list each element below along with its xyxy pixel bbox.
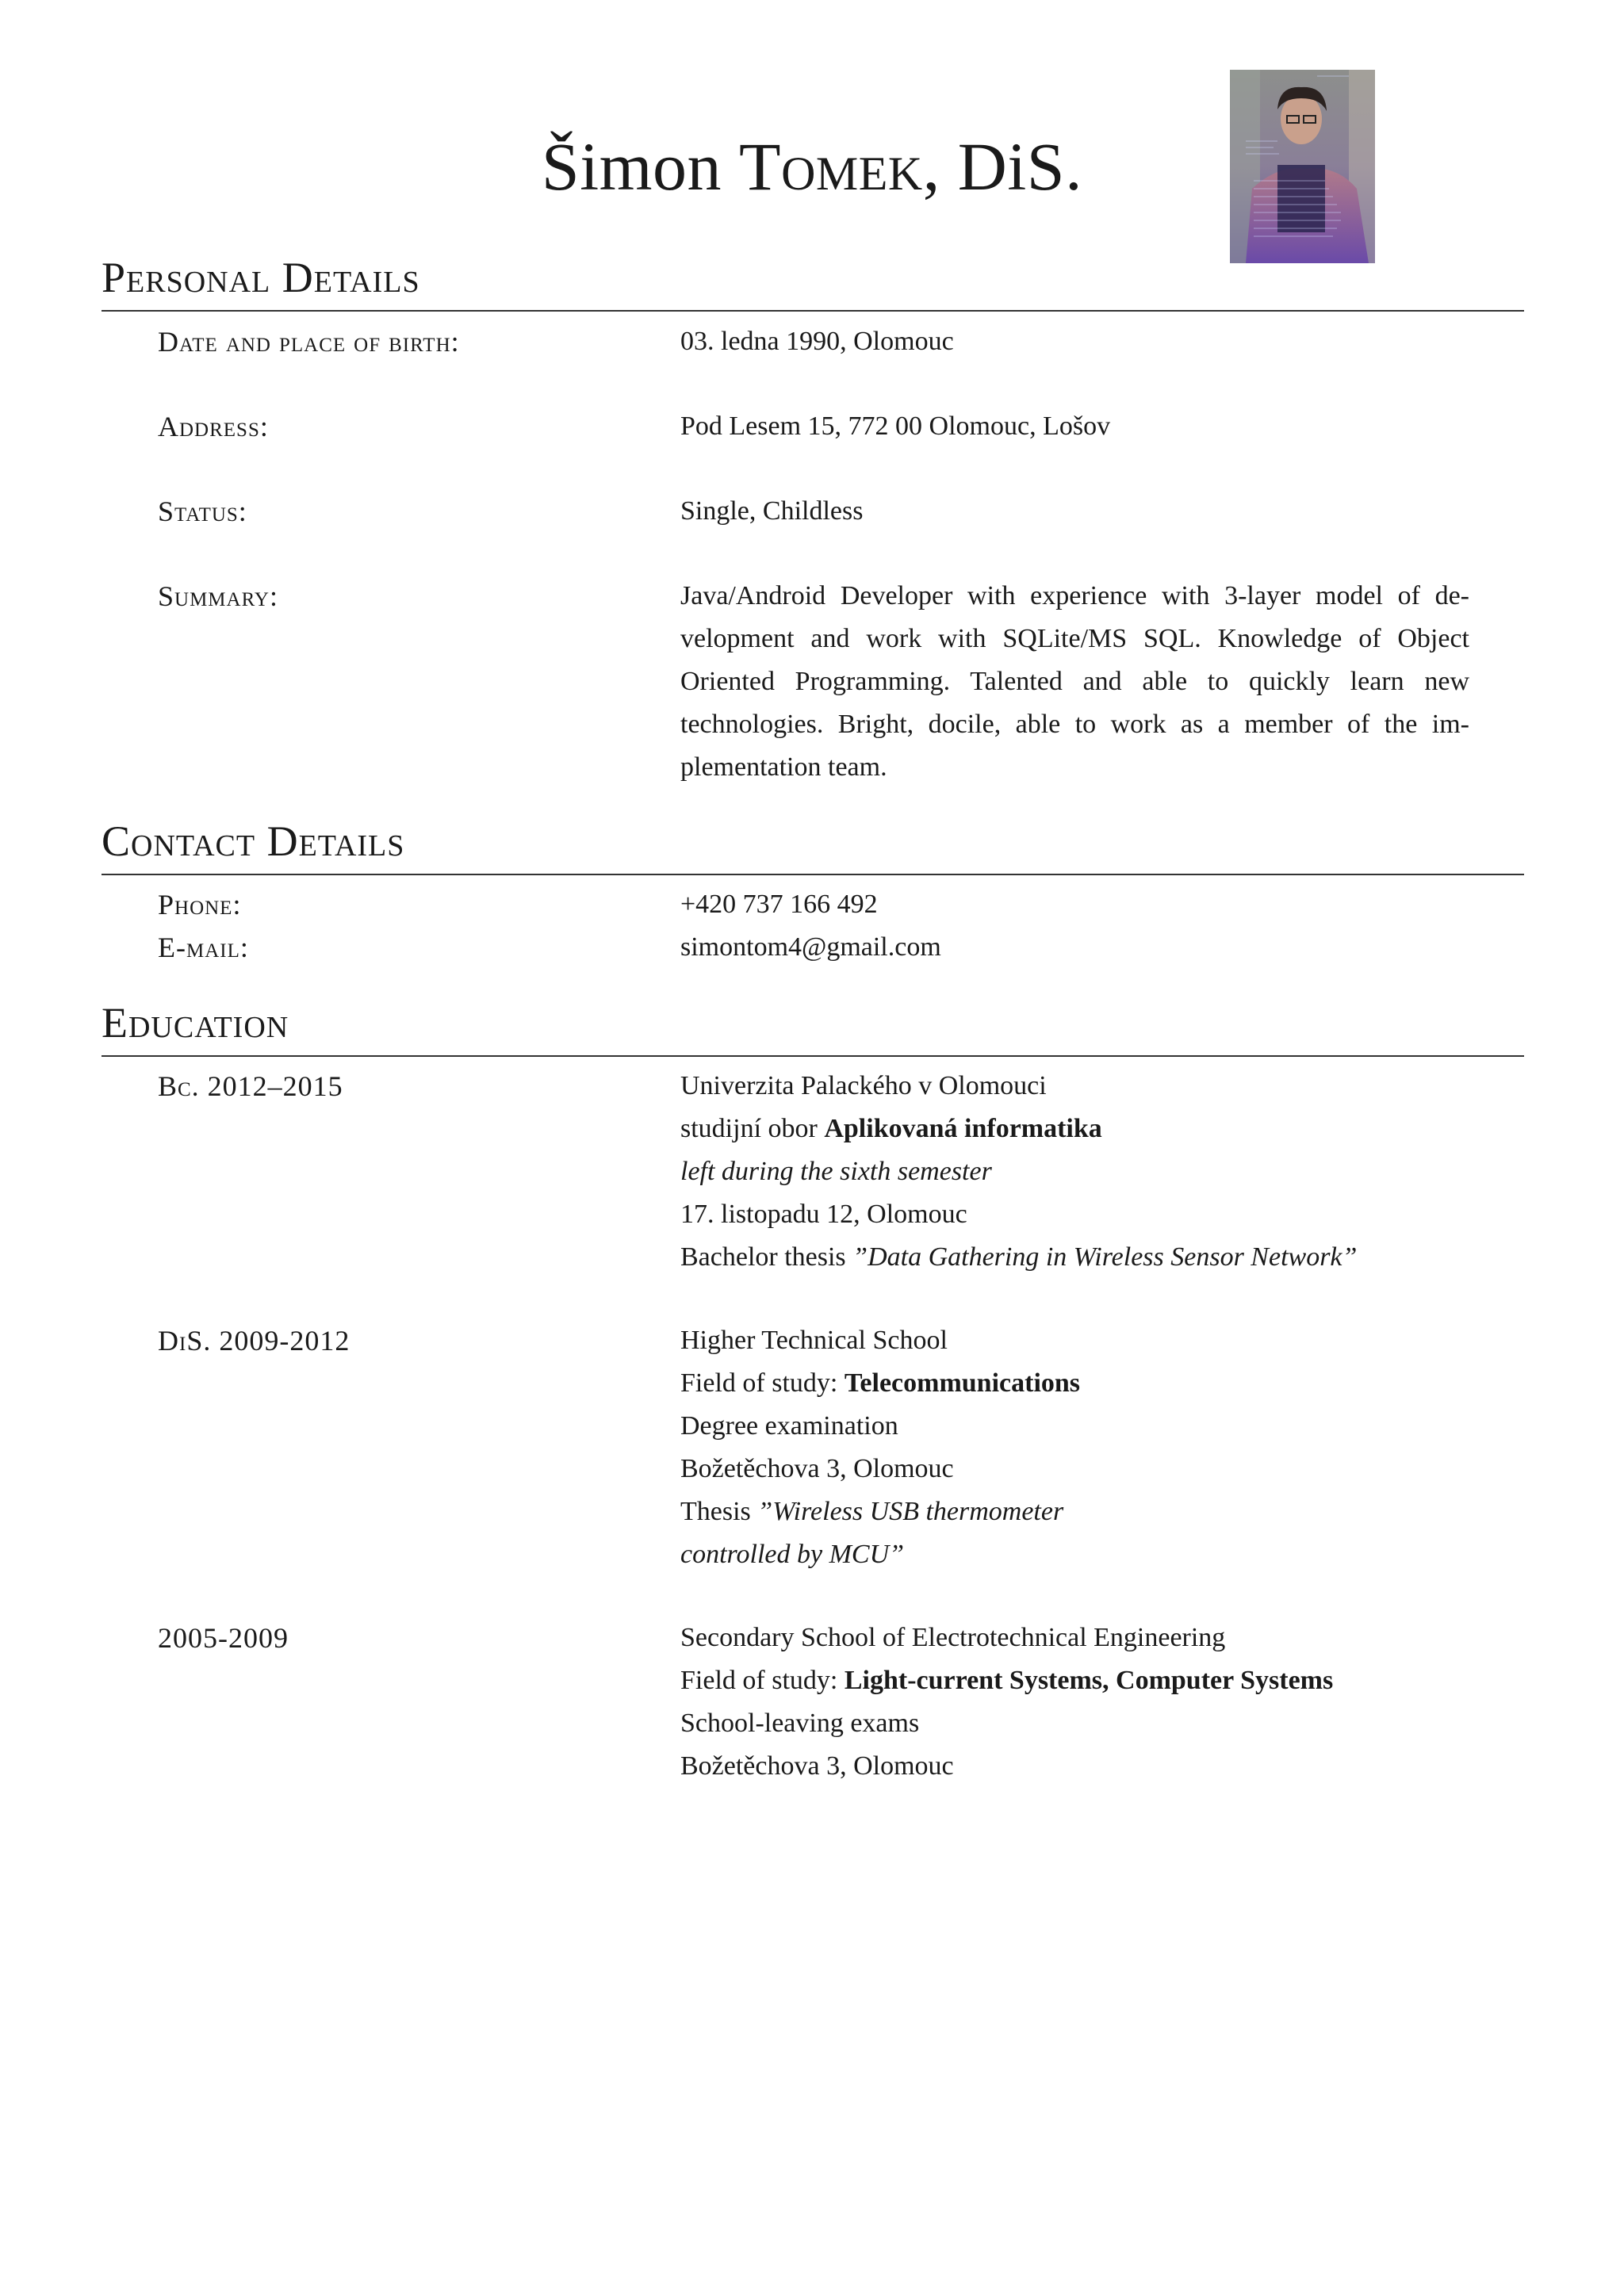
section-title-education: Education [102,999,289,1047]
section-title-personal: Personal Details [102,254,420,301]
value-email[interactable]: simontom4@gmail.com [680,932,941,962]
education-note: Degree examination [680,1411,898,1441]
value-summary: Java/Android Developer with experience with 3-layer model of development and work with SQLite/MS SQL. Knowledge of Object Oriented Programming. Talented and able to quickly learn new technologies. Bright, docile, able to work as a member of the implementation team. [680,581,1469,782]
name-suffix: , DiS. [922,128,1083,205]
value-status: Single, Childless [680,496,864,526]
label-summary: Summary: [158,580,278,612]
profile-photo [1230,70,1375,263]
label-address: Address: [158,411,269,442]
thesis-title: ”Data Gathering in Wireless Sensor Network” [852,1242,1358,1272]
field-name: Light-current Systems, Computer Systems [844,1666,1334,1695]
value-address: Pod Lesem 15, 772 00 Olomouc, Lošov [680,411,1111,441]
field-prefix: studijní obor [680,1114,825,1143]
name-last: Tomek [739,128,923,205]
page-title [0,127,1624,206]
label-phone: Phone: [158,889,242,920]
education-field-line [680,1659,1469,1702]
section-rule [102,874,1524,875]
field-prefix: Field of study: [680,1368,845,1398]
section-rule [102,310,1524,312]
education-entry [680,1319,1469,1576]
thesis-prefix: Thesis [680,1497,758,1526]
education-thesis-line [680,1236,1469,1279]
education-field-line [680,1362,1469,1405]
education-note: left during the sixth semester [680,1157,992,1186]
education-school: Secondary School of Electrotechnical Engineering [680,1623,1226,1652]
education-field-line [680,1108,1469,1150]
education-school: Higher Technical School [680,1326,948,1355]
education-school: Univerzita Palackého v Olomouci [680,1071,1047,1100]
education-thesis-line [680,1490,1469,1533]
thesis-title-continued: controlled by MCU” [680,1540,905,1569]
field-name: Aplikovaná informatika [824,1114,1102,1143]
label-birth: Date and place of birth: [158,326,460,358]
section-title-contact: Contact Details [102,817,405,865]
name-first: Šimon [541,128,722,205]
field-prefix: Field of study: [680,1666,845,1695]
education-address: Božetěchova 3, Olomouc [680,1751,954,1781]
education-label: Bc. 2012–2015 [158,1070,343,1102]
education-entry [680,1617,1469,1788]
education-note: School-leaving exams [680,1709,920,1738]
thesis-prefix: Bachelor thesis [680,1242,853,1272]
education-address: Božetěchova 3, Olomouc [680,1454,954,1483]
value-birth: 03. ledna 1990, Olomouc [680,327,954,356]
education-label: DiS. 2009-2012 [158,1325,350,1357]
education-address: 17. listopadu 12, Olomouc [680,1200,967,1229]
label-email: E-mail: [158,932,249,963]
education-entry [680,1065,1469,1279]
education-label: 2005-2009 [158,1622,289,1654]
thesis-title: ”Wireless USB thermometer [757,1497,1064,1526]
label-status: Status: [158,496,247,527]
value-phone: +420 737 166 492 [680,890,878,919]
section-rule [102,1055,1524,1057]
field-name: Telecommunications [844,1368,1081,1398]
